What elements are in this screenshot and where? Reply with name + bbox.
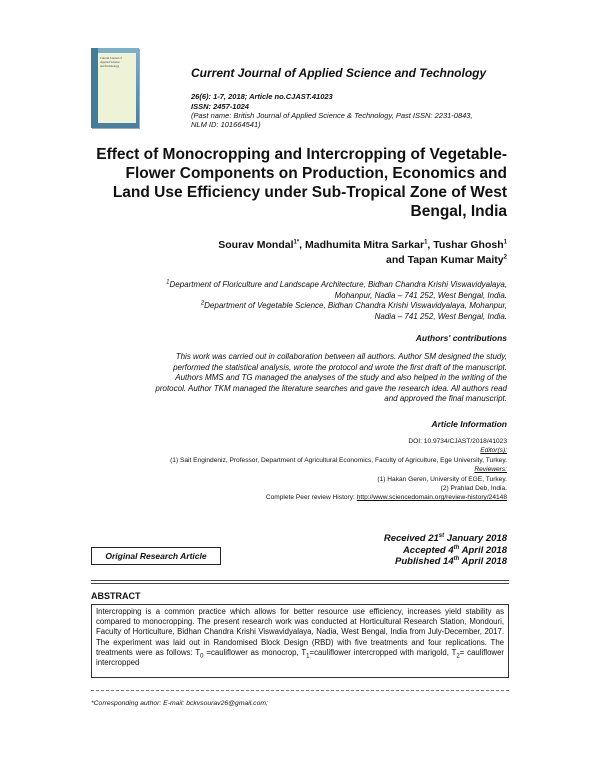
editors-label: Editor(s): — [480, 447, 507, 455]
cover-panel — [98, 53, 136, 123]
contrib-line: protocol. Author TKM managed the literature searches and gave the research idea. All authors read — [155, 383, 507, 393]
author-line — [218, 238, 507, 253]
date-text: Published 14 — [395, 556, 454, 567]
reviewers-label: Reviewers: — [474, 466, 507, 474]
affiliation — [67, 301, 507, 312]
journal-name: Current Journal of Applied Science and Technology — [191, 66, 487, 80]
article-info — [67, 437, 507, 503]
abstract-sub: 0 — [200, 653, 204, 660]
abstract-part: =cauliflower intercropped with marigold, T — [309, 647, 457, 657]
date-text: April 2018 — [459, 544, 507, 556]
author-sep: , — [427, 239, 434, 251]
affiliation-sup: 1 — [166, 279, 170, 286]
date-text: Accepted 4 — [402, 544, 454, 556]
corresponding-author-footnote: *Corresponding author: E-mail: bckvsourav26@gmail.com; — [91, 700, 268, 707]
journal-citation: 26(6): 1-7, 2018; Article no.CJAST.41023 — [191, 92, 333, 101]
author-sup: 2 — [503, 254, 507, 261]
article-title: Effect of Monocropping and Intercropping of Vegetable-Flower Components on Production, Economics and Land Use Efficiency under Sub-Tropical Zone of West Bengal, India — [96, 146, 507, 220]
date-sup: st — [438, 532, 445, 539]
footnote-divider — [91, 690, 509, 691]
abstract-text — [96, 607, 504, 668]
affiliation-line: Department of Vegetable Science, Bidhan Chandra Krishi Viswavidyalaya, Mohanpur, — [204, 301, 507, 310]
divider-bottom — [91, 583, 509, 584]
history-link[interactable]: http://www.sciencedomain.org/review-history/24148 — [356, 494, 507, 502]
doi: DOI: 10.9734/CJAST/2018/41023 — [408, 438, 507, 445]
accepted-date — [384, 545, 507, 557]
journal-past-name: (Past name: British Journal of Applied Science & Technology, Past ISSN: 2231-0843, — [191, 111, 473, 120]
abstract-part: Intercropping is a common practice which allows for better resource use efficiency, increases yield stability as compared to monocropping. The present research work was conducted at Horticultural Research Station, Mondouri, Faculty of Horticulture, Bidhan Chandra Krishi Viswavidyalaya, Nadia, West Bengal, India from July-December, 2017. The experiment was laid out in Randomised Block Design (RBD) with five treatments and four replications. The treatments were as follows: T — [96, 607, 504, 657]
history-label: Complete Peer review History: — [265, 494, 357, 502]
abstract-heading: ABSTRACT — [91, 591, 141, 601]
editor-entry: (1) Sait Engindeniz, Professor, Department of Agricultural Economics, Faculty of Agriculture, Ege University, Turkey. — [170, 456, 507, 464]
journal-nlm-id: NLM ID: 101664541) — [191, 120, 261, 129]
affiliation-sup: 2 — [200, 300, 205, 307]
abstract-sub: 1 — [306, 653, 310, 660]
date-text: Received 21 — [383, 533, 439, 544]
cover-title-line: Current Journal of — [100, 56, 122, 60]
author-sup: 1 — [503, 239, 507, 246]
affiliations — [67, 280, 507, 322]
date-sup: th — [453, 544, 460, 551]
contributions-heading: Authors' contributions — [415, 333, 507, 343]
journal-issn: ISSN: 2457-1024 — [191, 102, 249, 111]
date-text: April 2018 — [459, 556, 507, 567]
reviewer-entry: (1) Hakan Geren, University of EGE, Turkey. — [377, 475, 507, 483]
affiliation — [67, 280, 507, 291]
cover-title-line: Applied Science — [100, 60, 120, 64]
author-list — [218, 238, 507, 268]
author-name: Sourav Mondal — [218, 239, 294, 251]
author-line — [218, 253, 507, 268]
peer-review-history — [67, 493, 507, 502]
contrib-line: Authors MMS and TG managed the analyses of the study and also helped in the writing of the — [175, 373, 507, 383]
contrib-line: performed the statistical analysis, wrote the protocol and wrote the first draft of the manuscript. — [173, 362, 507, 372]
author-sup: 1 — [424, 239, 428, 246]
author-name: and Tapan Kumar Maity — [385, 254, 504, 266]
received-date — [384, 533, 507, 545]
date-sup: th — [453, 555, 460, 562]
affiliation-line: Department of Floriculture and Landscape Architecture, Bidhan Chandra Krishi Viswavidyalaya, — [169, 280, 507, 289]
affiliation-line: Mohanpur, Nadia – 741 252, West Bengal, India. — [334, 290, 507, 300]
author-name: Tushar Ghosh — [433, 239, 504, 251]
abstract-sub: 2 — [456, 653, 460, 660]
cover-title-line: and Technology — [100, 64, 120, 68]
contrib-line: and approved the final manuscript. — [384, 394, 507, 404]
journal-cover-image — [91, 48, 139, 128]
date-text: January 2018 — [444, 533, 507, 544]
author-name: Madhumita Mitra Sarkar — [305, 239, 425, 251]
contrib-line: This work was carried out in collaboration between all authors. Author SM designed the study, — [175, 352, 507, 361]
cover-spine — [91, 48, 98, 128]
article-dates — [384, 533, 507, 568]
author-sep: , — [299, 239, 306, 251]
article-info-heading: Article Information — [431, 419, 507, 429]
author-sup: 1* — [293, 239, 300, 246]
abstract-part: = cauliflower intercropped — [96, 647, 504, 668]
divider-top — [91, 580, 509, 581]
reviewer-entry: (2) Prahlad Deb, India. — [440, 485, 507, 493]
abstract-part: =cauliflower as monocrop, T — [203, 647, 307, 657]
contributions-text — [67, 352, 507, 405]
affiliation-line: Nadia – 741 252, West Bengal, India. — [374, 311, 507, 321]
article-type-box: Original Research Article — [91, 547, 221, 565]
published-date — [384, 556, 507, 568]
